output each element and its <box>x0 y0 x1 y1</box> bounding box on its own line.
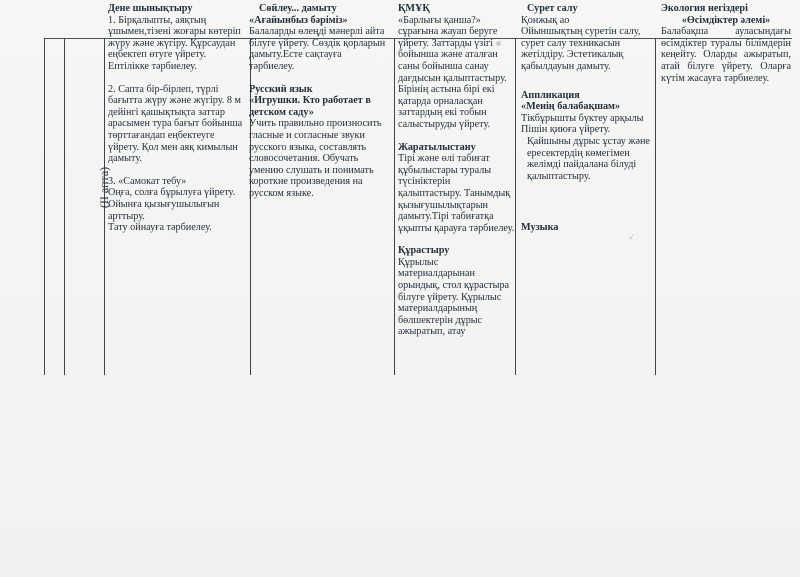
scan-speck: ✓ <box>628 232 636 242</box>
column-physical <box>108 3 248 234</box>
lesson-subtitle: Қонжық ао <box>521 14 570 26</box>
lesson-subtitle: «Ағайынбыз бәріміз» <box>249 14 348 26</box>
table-divider <box>655 39 656 375</box>
paragraph: «Барлығы қанша?» сұрағына жауап беруге үйрету. Заттарды үзігі бойынша және аталған саны бойынша санау дағдысын қалыптастыру. Бірінің астына бірі екі қатарда орналасқан заттардың екі тобын салыстыруды үйрету. <box>398 14 507 130</box>
lesson-subtitle: «Менің балабақшам» <box>521 101 621 113</box>
column-title: Экология негіздері <box>661 3 748 14</box>
line: Тату ойнауға тәрбиелеу. <box>108 222 212 234</box>
column-speech <box>249 3 387 200</box>
paragraph: Балабақша ауласындағы өсімдіктер туралы білімдерін кеңейту. Оларды ажыратып, атай білуге үйрету. Оларға күтім жасауға тәрбиелеу. <box>661 26 791 84</box>
paragraph: Балаларды өлеңді мәнерлі айта білуге үйрету. Сөздік қорларын дамыту.Есте сақтауға тәрбиелеу. <box>249 26 386 72</box>
table-border-left <box>44 39 45 375</box>
table-divider <box>394 39 395 375</box>
section-title: Құрастыру <box>398 245 450 257</box>
line: Ойынға қызығушылығын арттыру. <box>108 198 220 222</box>
lesson-subtitle: «Өсімдіктер әлемі» <box>681 14 771 26</box>
lesson-subtitle: «Игрушки. Кто работает в детском саду» <box>249 95 371 118</box>
column-title: Сурет салу <box>527 3 578 14</box>
paragraph: Тірі және өлі табиғат құбылыстары туралы түсініктерін қалыптастыру. Танымдық қызығушылықтарын дамыту.Тірі табиғатқа ұқыпты қарауға тәрбиелеу. <box>398 153 515 234</box>
column-title: Сөйлеу... дамыту <box>259 3 337 14</box>
paragraph: Ойыншықтың суретін салу, сурет салу техникасын жетілдіру. Эстетикалық қабылдауын дамыту. <box>521 26 641 72</box>
paragraph: Қайшыны дұрыс ұстау және ересектердің көмегімен желімді пайдалана білуді қалыптастыру. <box>527 135 650 182</box>
week-label: (ІІ апта) <box>97 166 112 209</box>
paragraph: Тікбұрышты бүктеу арқылы Пішін қиюға үйрету. <box>521 112 644 136</box>
column-math <box>398 3 516 338</box>
line: Оңға, солға бұрылуға үйрету. <box>108 187 236 199</box>
column-art <box>521 3 655 234</box>
section-title: Музыка <box>521 222 559 234</box>
section-title: Русский язык <box>249 83 313 95</box>
paragraph: 3. «Самокат тебу» <box>108 175 187 187</box>
section-title: Жаратылыстану <box>398 141 476 153</box>
table-divider <box>64 39 65 375</box>
column-title: Дене шынықтыру <box>108 3 193 14</box>
section-title: Аппликация <box>521 89 580 101</box>
paragraph: 2. Сапта бір-бірлеп, түрлі бағытта жүру және жүгіру. 8 м дейінгі қашықтықта заттар арасымен тура бағыт бойынша төрттағандап еңбектеуге үйрету. Қол мен аяқ кимылын дамыту. <box>108 83 243 165</box>
column-title: ҚМҰҚ <box>398 3 430 14</box>
scan-speck <box>496 41 501 46</box>
paragraph: Құрылыс материалдарынан орындық, стол құрастыра білуге үйрету. Құрылыс материалдарының бөлшектерін дұрыс ажыратып, атау <box>398 256 510 338</box>
paragraph: Учить правильно произносить гласные и согласные звуки русского языка, составлять словосочетания. Обучать умению слушать и понимать короткие произведения на русском языке. <box>249 118 382 199</box>
paragraph: 1. Бірқалыпты, аяқтың ұшымен,тізені жоғары көтеріп жүру және жүгіру. Құрсаудан еңбектеп өтуге үйрету. Ептілікке тәрбиелеу. <box>108 14 241 72</box>
column-ecology <box>661 3 791 84</box>
